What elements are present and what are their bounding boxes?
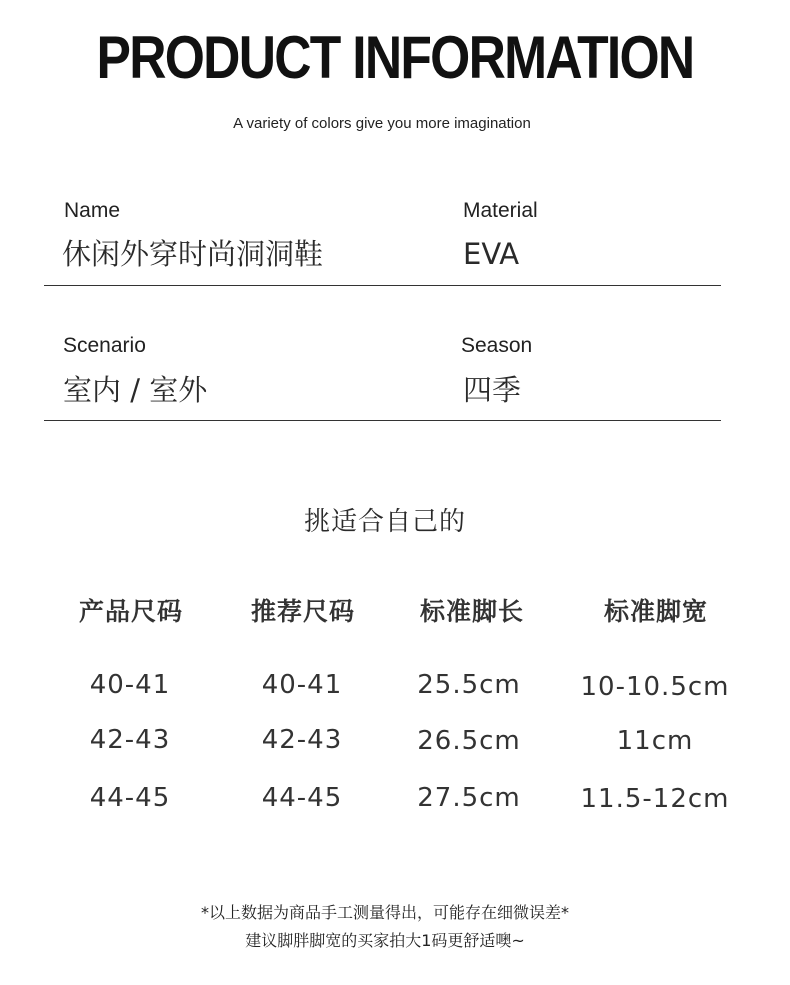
cell-product-size: 40-41 xyxy=(89,670,171,700)
material-value: EVA xyxy=(463,237,520,271)
cell-product-size: 42-43 xyxy=(89,725,171,755)
cell-recommended-size: 42-43 xyxy=(261,725,343,755)
page-title: PRODUCT INFORMATION xyxy=(96,24,694,91)
name-label: Name xyxy=(64,199,121,222)
footnote-sizing-advice: 建议脚胖脚宽的买家拍大1码更舒适噢~ xyxy=(245,931,525,950)
size-chart-heading: 挑适合自己的 xyxy=(303,507,466,537)
cell-foot-width: 11cm xyxy=(616,726,694,756)
info-divider-1 xyxy=(44,285,721,286)
name-value: 休闲外穿时尚洞洞鞋 xyxy=(62,237,324,271)
column-header-product-size: 产品尺码 xyxy=(78,597,183,626)
scenario-value: 室内 / 室外 xyxy=(63,373,208,407)
cell-recommended-size: 44-45 xyxy=(261,783,343,813)
cell-foot-length: 25.5cm xyxy=(417,670,521,700)
column-header-foot-width: 标准脚宽 xyxy=(603,597,708,626)
scenario-label: Scenario xyxy=(63,334,146,357)
page-subtitle: A variety of colors give you more imagination xyxy=(233,115,531,132)
footnote-measurement: *以上数据为商品手工测量得出，可能存在细微误差* xyxy=(200,903,569,922)
cell-foot-width: 11.5-12cm xyxy=(580,784,730,814)
cell-foot-width: 10-10.5cm xyxy=(580,672,730,702)
info-divider-2 xyxy=(44,420,721,421)
cell-recommended-size: 40-41 xyxy=(261,670,343,700)
cell-product-size: 44-45 xyxy=(89,783,171,813)
column-header-recommended-size: 推荐尺码 xyxy=(250,597,355,626)
cell-foot-length: 27.5cm xyxy=(417,783,521,813)
season-value: 四季 xyxy=(463,373,522,407)
season-label: Season xyxy=(461,334,533,357)
material-label: Material xyxy=(463,199,538,222)
column-header-foot-length: 标准脚长 xyxy=(419,597,524,626)
cell-foot-length: 26.5cm xyxy=(417,726,521,756)
